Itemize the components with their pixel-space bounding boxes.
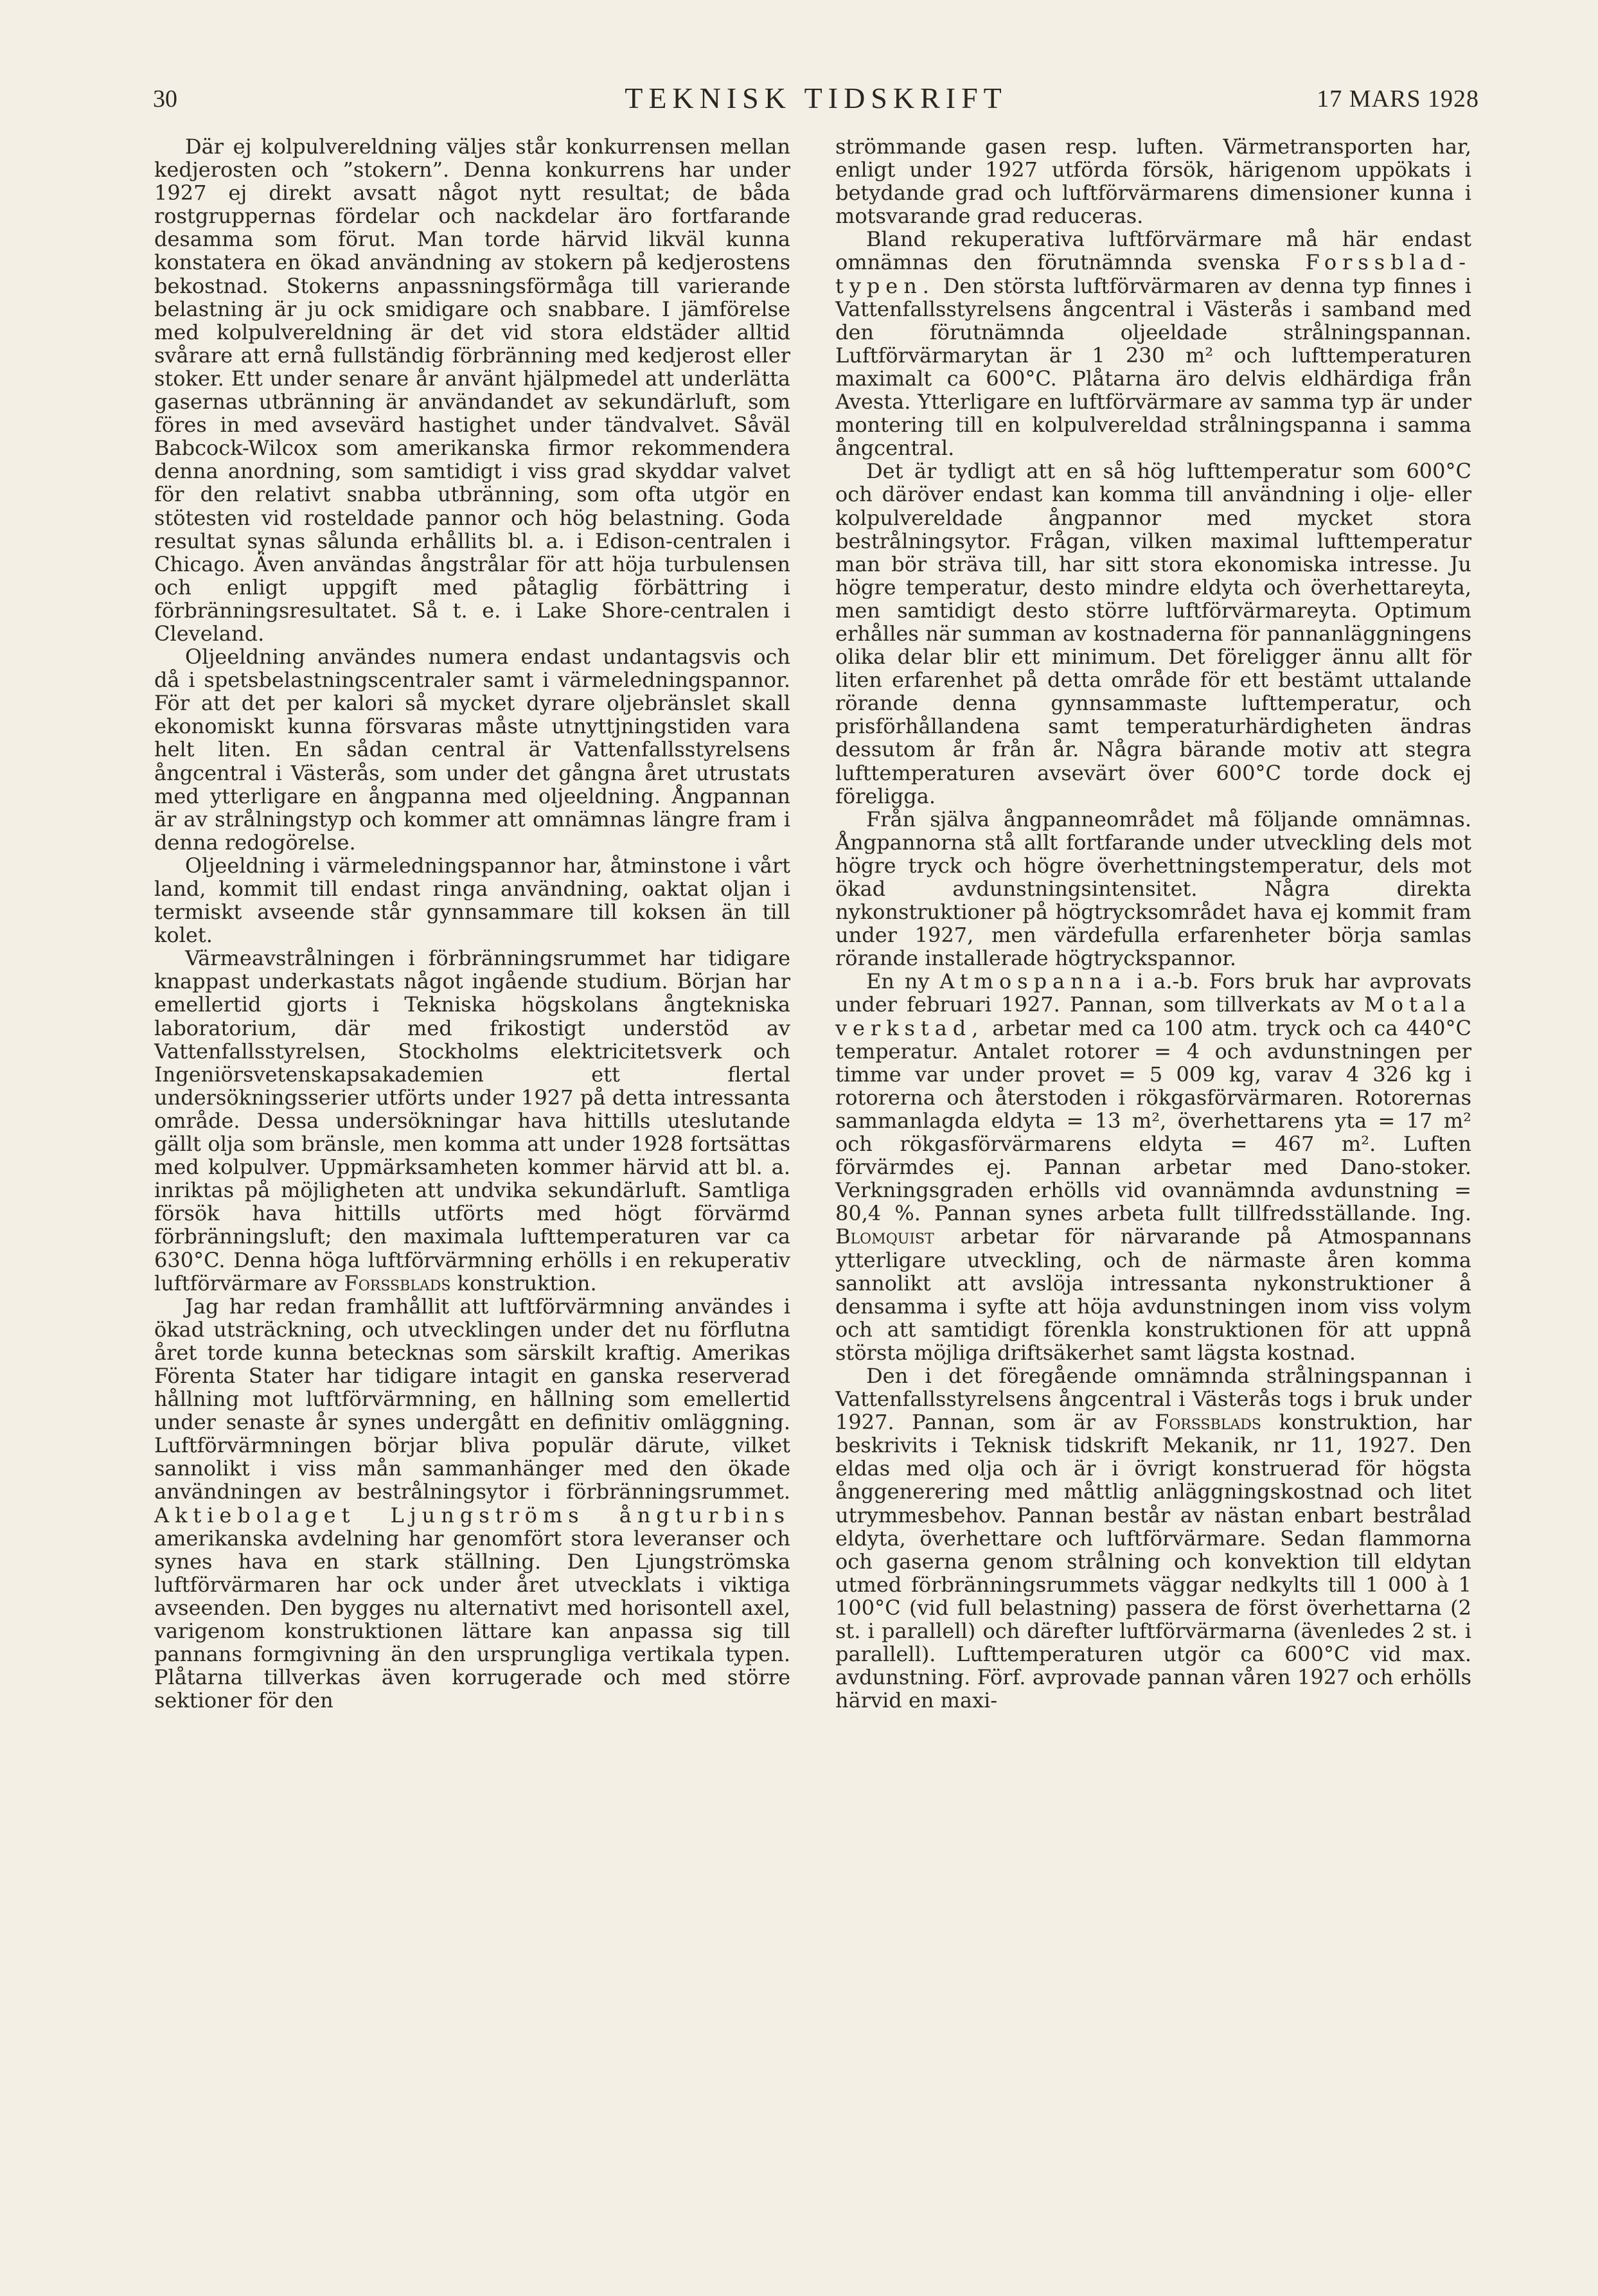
product-name: Forssblad-typen. — [835, 250, 1472, 298]
page-number: 30 — [153, 85, 177, 112]
paragraph — [835, 227, 1471, 459]
paragraph-text: amerikanska avdelning har genomfört stora leveranser och synes hava en stark ställning. Den Ljungströmska luftförvärmaren har ock under året utvecklats i viktiga avseenden. Den bygges nu alternativt med horisontell axel, varigenom konstruktionen lättare kan anpassa sig till pannans formgivning än den ursprungliga vertikala typen. Plåtarna tillverkas även korrugerade och med större sektioner för den — [154, 1526, 790, 1713]
person-name: Blomquist — [835, 1224, 934, 1249]
paragraph: Oljeeldning användes numera endast undantagsvis och då i spetsbelastningscentraler samt i värmeledningspannor. För att det per kalori så mycket dyrare oljebränslet skall ekonomiskt kunna försvaras måste utnyttjningstiden vara helt liten. En sådan central är Vattenfallsstyrelsens ångcentral i Västerås, som under det gångna året utrustats med ytterligare en ångpanna med oljeeldning. Ångpannan är av strålningstyp och kommer att omnämnas längre fram i denna redogörelse. — [154, 645, 790, 855]
paragraph-text: arbetar för närvarande på Atmospannans ytterligare utveckling, och de närmaste åren komma sannolikt att avslöja intressanta nykonstruktioner å densamma i syfte att höja avdunstningen inom viss volym och att samtidigt förenkla konstruktionen för att uppnå största möjliga driftsäkerhet samt lägsta kostnad. — [835, 1224, 1472, 1365]
paragraph-text: Värmeavstrålningen i förbränningsrummet har tidigare knappast underkastats något ingående studium. Början har emellertid gjorts i Tekniska högskolans ångtekniska laboratorium, där med frikostigt understöd av Vattenfallsstyrelsen, Stockholms elektricitetsverk och Ingeniörsvetenskapsakademien ett flertal undersökningsserier utförts under 1927 på detta intressanta område. Dessa undersökningar hava hittills uteslutande gällt olja som bränsle, men komma att under 1928 fortsättas med kolpulver. Uppmärksamheten kommer härvid att bl. a. inriktas på möjligheten att undvika sekundärluft. Samtliga försök hava hittills utförts med högt förvärmd förbränningsluft; den maximala lufttemperaturen var ca 630°C. Denna höga luftförvärmning erhölls i en rekuperativ luftförvärmare av — [154, 946, 790, 1295]
paragraph-text: Jag har redan framhållit att luftförvärmning användes i ökad utsträckning, och utvecklingen under det nu förflutna året torde kunna betecknas som särskilt kraftig. Amerikas Förenta Stater har tidigare intagit en ganska reserverad hållning mot luftförvärmning, en hållning som emellertid under senaste år synes undergått en definitiv omläggning. Luftförvärmningen börjar bliva populär därute, vilket sannolikt i viss mån sammanhänger med den ökade användningen av bestrålningsytor i förbränningsrummet. — [154, 1294, 790, 1504]
product-name: Atmospanna — [939, 969, 1127, 994]
page-header — [153, 81, 1479, 120]
paragraph-text: i a.-b. Fors bruk har avprovats under februari 1927. Pannan, som tillverkats av — [835, 969, 1472, 1017]
paragraph-text: Bland rekuperativa luftförvärmare må här endast omnämnas den förutnämnda svenska — [835, 227, 1471, 275]
paragraph — [154, 1295, 790, 1713]
issue-date: 17 MARS 1928 — [1317, 85, 1479, 112]
company-name: Motala verkstad, — [835, 992, 1472, 1040]
paragraph: Oljeeldning i värmeledningspannor har, åtminstone i vårt land, kommit till endast ringa användning, oaktat oljan i termiskt avseende står gynnsammare till koksen än till kolet. — [154, 853, 790, 948]
right-column — [835, 135, 1471, 1712]
paragraph: strömmande gasen resp. luften. Värmetransporten har, enligt under 1927 utförda försök, härigenom uppökats i betydande grad och luftförvärmarens dimensioner kunna i motsvarande grad reduceras. — [835, 134, 1471, 229]
paragraph-text: konstruktion, har beskrivits i Teknisk tidskrift Mekanik, nr 11, 1927. Den eldas med olja och är i övrigt konstruerad för högsta ånggenerering med måttlig anläggningskostnad och litet utrymmesbehov. Pannan består av nästan enbart bestrålad eldyta, överhettare och luftförvärmare. Sedan flammorna och gaserna genom strålning och konvektion till eldytan utmed förbränningsrummets väggar nedkylts till 1 000 à 1 100°C (vid full belastning) passera de först överhettarna (2 st. i parallell) och därefter luftförvärmarna (ävenledes 2 st. i parallell). Lufttemperaturen utgör ca 600°C vid max. avdunstning. Förf. avprovade pannan våren 1927 och erhölls härvid en maxi- — [835, 1410, 1472, 1713]
paragraph: Från själva ångpanneområdet må följande omnämnas. Ångpannorna stå allt fortfarande under utveckling dels mot högre tryck och högre överhettningstemperatur, dels mot ökad avdunstningsintensitet. Några direkta nykonstruktioner på högtrycksområdet hava ej kommit fram under 1927, men värdefulla erfarenheter börja samlas rörande installerade högtryckspannor. — [835, 806, 1471, 971]
paragraph-text: Den största luftförvärmaren av denna typ finnes i Vattenfallsstyrelsens ångcentral i Västerås i samband med den förutnämnda oljeeldade strålningspannan. Luftförvärmarytan är 1 230 m² och lufttemperaturen maximalt ca 600°C. Plåtarna äro delvis eldhärdiga från Avesta. Ytterligare en luftförvärmare av samma typ är under montering till en kolpulvereldad strålningspanna i samma ångcentral. — [835, 273, 1472, 461]
paragraph-text: En ny — [866, 969, 930, 994]
paragraph: Det är tydligt att en så hög lufttemperatur som 600°C och däröver endast kan komma till användning i olje- eller kolpulvereldade ångpannor med mycket stora bestrålningsytor. Frågan, vilken maximal lufttemperatur man bör sträva till, har sitt stora ekonomiska intresse. Ju högre temperatur, desto mindre eldyta och överhettareyta, men samtidigt desto större luftförvärmareyta. Optimum erhålles när summan av kostnaderna för pannanläggningens olika delar blir ett minimum. Det föreligger ännu allt för liten erfarenhet på detta område för ett bestämt uttalande rörande denna gynnsammaste lufttemperatur, och prisförhållandena samt temperaturhärdigheten ändras dessutom år från år. Några bärande motiv att stegra lufttemperaturen avsevärt över 600°C torde dock ej föreligga. — [835, 459, 1471, 808]
paragraph — [835, 1364, 1471, 1712]
journal-title: TEKNISK TIDSKRIFT — [625, 82, 1008, 114]
paragraph-text: arbetar med ca 100 atm. tryck och ca 440°C temperatur. Antalet rotorer = 4 och avdunstningen per timme var under provet = 5 009 kg, varav 4 326 kg i rotorerna och återstoden i rökgasförvärmaren. Rotorernas sammanlagda eldyta = 13 m², överhettarens yta = 17 m² och rökgasförvärmarens eldyta = 467 m². Luften förvärmdes ej. Pannan arbetar med Dano-stoker. Verkningsgraden erhölls vid ovannämnda avdunstning = 80,4 %. Pannan synes arbeta fullt tillfredsställande. Ing. — [835, 1015, 1472, 1226]
company-name: Aktiebolaget Ljungströms ångturbins — [154, 1502, 790, 1527]
left-column — [154, 135, 790, 1712]
paragraph-text: konstruktion. — [457, 1270, 597, 1295]
company-name: Forssblads — [344, 1270, 451, 1295]
paragraph — [835, 970, 1471, 1364]
paragraph-text: Den i det föregående omnämnda strålningspannan i Vattenfallsstyrelsens ångcentral i Västerås togs i bruk under 1927. Pannan, som är av — [835, 1363, 1471, 1435]
company-name: Forssblads — [1155, 1410, 1261, 1435]
paragraph — [154, 947, 790, 1294]
paragraph: Där ej kolpulvereldning väljes står konkurrensen mellan kedjerosten och ”stokern”. Denna konkurrens har under 1927 ej direkt avsatt något nytt resultat; de båda rostgruppernas fördelar och nackdelar äro fortfarande desamma som förut. Man torde härvid likväl kunna konstatera en ökad användning av stokern på kedjerostens bekostnad. Stokerns anpassningsförmåga till varierande belastning är ju ock smidigare och snabbare. I jämförelse med kolpulvereldning är det vid stora eldstäder alltid svårare att ernå fullständig förbränning med kedjerost eller stoker. Ett under senare år använt hjälpmedel att underlätta gasernas utbränning är användandet av sekundärluft, som föres in med avsevärd hastighet under tändvalvet. Såväl Babcock-Wilcox som amerikanska firmor rekommendera denna anordning, som samtidigt i viss grad skyddar valvet för den relativt snabba utbränning, som ofta utgör en stötesten vid rosteldade pannor och hög belastning. Goda resultat synas sålunda erhållits bl. a. i Edison-centralen i Chicago. Även användas ångstrålar för att höja turbulensen och enligt uppgift med påtaglig förbättring i förbränningsresultatet. Så t. e. i Lake Shore-centralen i Cleveland. — [154, 134, 790, 646]
